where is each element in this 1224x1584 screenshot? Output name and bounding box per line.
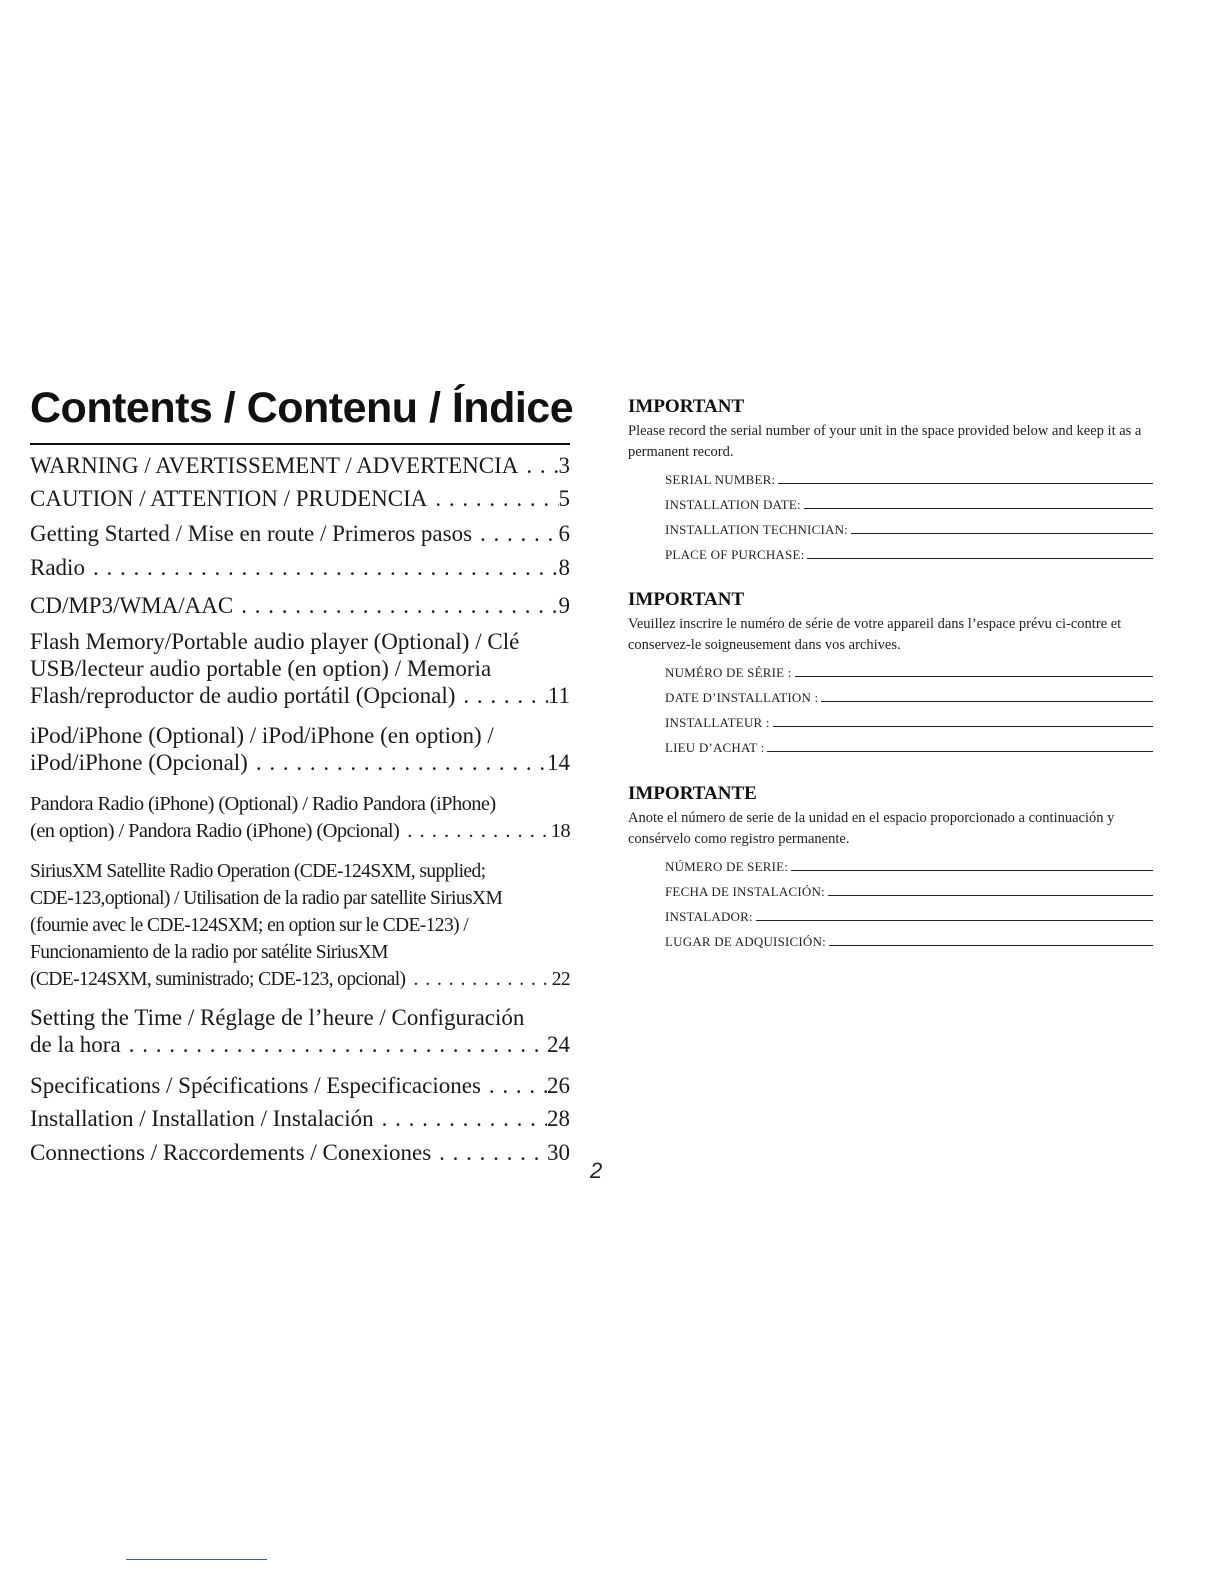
field-label: SERIAL NUMBER: (665, 472, 776, 487)
toc-entry-text: Installation / Installation / Instalación (30, 1106, 374, 1131)
title-rule (30, 443, 570, 445)
toc-entry-text: (fournie avec le CDE-124SXM; en option sur le CDE-123) / (30, 915, 469, 936)
record-field (665, 855, 1153, 875)
toc-page-number: 22 (551, 969, 570, 990)
record-field (665, 905, 1153, 925)
record-field (665, 468, 1153, 488)
record-field (665, 711, 1153, 731)
field-label: INSTALLATEUR : (665, 715, 770, 730)
important-text: Anote el número de serie de la unidad en el espacio proporcionado a continuación y consérvelo como registro permanente. (628, 810, 1115, 847)
toc-entry-text: (en option) / Pandora Radio (iPhone) (Opcional) (30, 820, 400, 842)
important-block-english (628, 396, 1153, 563)
record-field (665, 518, 1153, 538)
toc-entry-text: de la hora (30, 1032, 121, 1057)
toc-entry-text: Radio (30, 555, 85, 580)
field-blank-line (829, 945, 1153, 946)
toc-entry-radio (30, 554, 570, 582)
toc-entry-text: SiriusXM Satellite Radio Operation (CDE-124SXM, supplied; (30, 861, 486, 882)
important-heading: IMPORTANT (628, 589, 745, 610)
toc-page-number: 3 (558, 453, 570, 478)
field-label: PLACE OF PURCHASE: (665, 547, 805, 562)
important-text: Please record the serial number of your unit in the space provided below and keep it as a permanent record. (628, 423, 1142, 460)
toc-entry-text: CD/MP3/WMA/AAC (30, 593, 234, 618)
toc-page-number: 14 (547, 750, 570, 775)
toc-entry-flash-memory (30, 628, 570, 709)
toc-entry-getting-started (30, 520, 570, 548)
toc-entry-cd (30, 592, 570, 620)
toc-title: Contents / Contenu / Índice (30, 384, 574, 432)
field-label: NUMÉRO DE SÉRIE : (665, 665, 792, 680)
toc-page-number: 24 (547, 1032, 570, 1057)
toc-page-number: 9 (558, 593, 570, 618)
important-heading: IMPORTANTE (628, 783, 757, 804)
field-blank-line (821, 701, 1153, 702)
important-heading: IMPORTANT (628, 396, 745, 417)
toc-page-number: 8 (558, 555, 570, 580)
toc-entry-text: Setting the Time / Réglage de l’heure / Configuración (30, 1005, 525, 1030)
field-blank-line (804, 508, 1153, 509)
toc-page-number: 11 (547, 683, 570, 708)
toc-page-number: 30 (547, 1140, 570, 1165)
record-field (665, 661, 1153, 681)
toc-entry-warning (30, 452, 570, 480)
toc-entry-text: USB/lecteur audio portable (en option) / Memoria (30, 656, 492, 681)
toc-page-number: 5 (558, 486, 570, 511)
important-text: Veuillez inscrire le numéro de série de votre appareil dans l’espace prévu ci-contre et conservez-le soigneusement dans vos archives. (628, 616, 1122, 653)
toc-entry-siriusxm (30, 858, 570, 993)
field-label: LUGAR DE ADQUISICIÓN: (665, 934, 826, 949)
toc-entry-text: Connections / Raccordements / Conexiones (30, 1140, 432, 1165)
field-blank-line (791, 870, 1153, 871)
toc-entry-text: CAUTION / ATTENTION / PRUDENCIA (30, 486, 428, 511)
field-blank-line (851, 533, 1153, 534)
field-blank-line (778, 483, 1153, 484)
toc-entry-text: Pandora Radio (iPhone) (Optional) / Radio Pandora (iPhone) (30, 793, 496, 815)
toc-entry-text: iPod/iPhone (Optional) / iPod/iPhone (en option) / (30, 723, 494, 748)
field-blank-line (795, 676, 1153, 677)
record-field (665, 880, 1153, 900)
record-field (665, 493, 1153, 513)
toc-entry-ipod (30, 722, 570, 776)
toc-entry-text: Flash/reproductor de audio portátil (Opcional) (30, 683, 456, 708)
field-label: FECHA DE INSTALACIÓN: (665, 884, 825, 899)
bottom-rule (126, 1559, 267, 1560)
toc-entry-connections (30, 1139, 570, 1167)
field-blank-line (807, 558, 1153, 559)
field-label: INSTALADOR: (665, 909, 753, 924)
toc-entry-text: WARNING / AVERTISSEMENT / ADVERTENCIA (30, 453, 519, 478)
important-block-spanish (628, 783, 1153, 950)
toc-entry-text: Flash Memory/Portable audio player (Optional) / Clé (30, 629, 520, 654)
toc-entry-pandora (30, 791, 570, 845)
toc-entry-specifications (30, 1072, 570, 1100)
toc-entry-setting-time (30, 1004, 570, 1058)
field-blank-line (756, 920, 1153, 921)
toc-entry-text: iPod/iPhone (Opcional) (30, 750, 248, 775)
toc-page-number: 28 (547, 1106, 570, 1131)
toc-entry-caution (30, 485, 570, 513)
toc-entry-text: CDE-123,optional) / Utilisation de la radio par satellite SiriusXM (30, 888, 503, 909)
field-label: DATE D’INSTALLATION : (665, 690, 819, 705)
field-label: INSTALLATION TECHNICIAN: (665, 522, 848, 537)
toc-page-number: 26 (547, 1073, 570, 1098)
field-label: NÚMERO DE SERIE: (665, 859, 789, 874)
toc-entry-text: Funcionamiento de la radio por satélite SiriusXM (30, 942, 388, 963)
record-field (665, 736, 1153, 756)
toc-entry-text: Getting Started / Mise en route / Primeros pasos (30, 521, 473, 546)
field-blank-line (773, 726, 1153, 727)
field-label: INSTALLATION DATE: (665, 497, 801, 512)
record-field (665, 543, 1153, 563)
page-number: 2 (590, 1158, 603, 1183)
toc-entry-text: Specifications / Spécifications / Especificaciones (30, 1073, 481, 1098)
toc-page-number: 6 (558, 521, 570, 546)
field-label: LIEU D’ACHAT : (665, 740, 765, 755)
field-blank-line (767, 751, 1153, 752)
toc-entry-installation (30, 1105, 570, 1133)
toc-page-number: 18 (550, 820, 570, 842)
important-block-french (628, 589, 1153, 756)
toc-entry-text: (CDE-124SXM, suministrado; CDE-123, opcional) (30, 969, 406, 990)
record-field (665, 930, 1153, 950)
field-blank-line (828, 895, 1153, 896)
record-field (665, 686, 1153, 706)
